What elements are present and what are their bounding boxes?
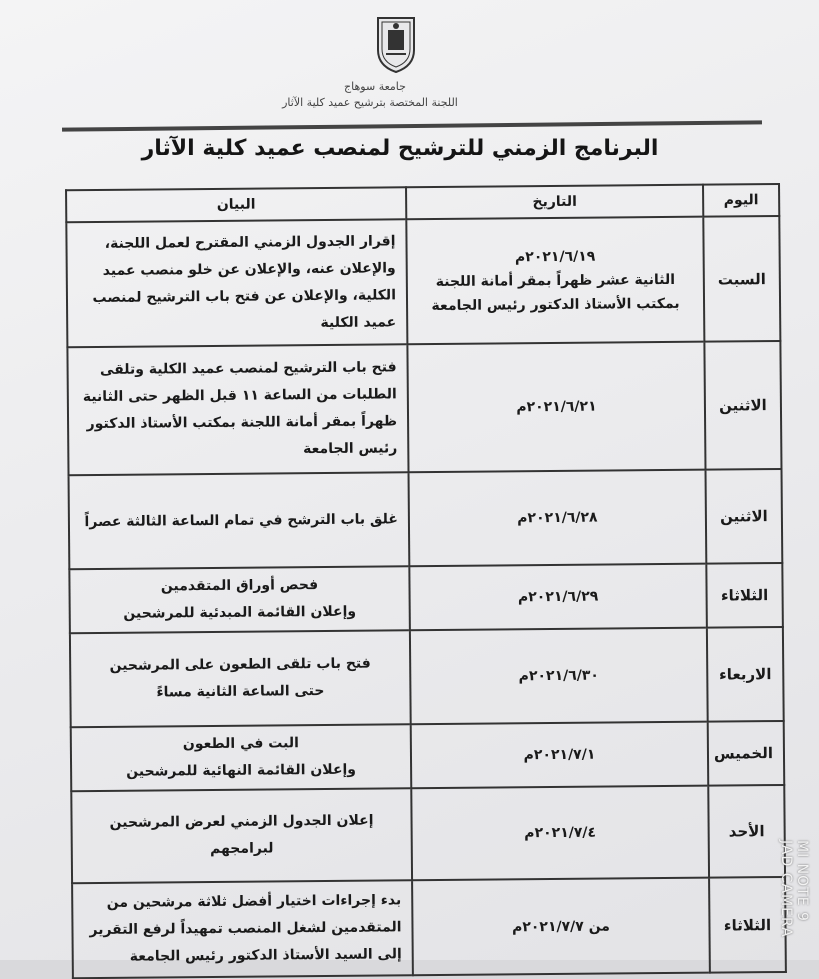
day-cell: السبت xyxy=(703,216,780,342)
watermark-line-1: MI NOTE 9 xyxy=(794,840,810,922)
date-cell: ٢٠٢١/٧/٤م xyxy=(411,786,709,881)
table-row xyxy=(70,627,784,727)
header-divider xyxy=(62,120,762,131)
header-date: التاريخ xyxy=(406,185,703,220)
header-day: اليوم xyxy=(703,184,779,217)
university-seal-icon xyxy=(372,14,420,74)
day-cell: الاربعاء xyxy=(707,627,784,722)
description-cell: إعلان الجدول الزمني لعرض المرشحين لبرامجهم xyxy=(71,788,412,883)
camera-watermark xyxy=(740,840,810,960)
date-cell: ٢٠٢١/٦/٢٩م xyxy=(409,564,707,631)
date-cell: من ٢٠٢١/٧/٧م xyxy=(412,878,710,976)
table-row xyxy=(71,785,785,883)
date-cell: ٢٠٢١/٦/٢٨م xyxy=(409,470,707,567)
day-cell: الثلاثاء xyxy=(706,563,783,628)
table-row xyxy=(72,877,786,978)
description-cell: غلق باب الترشح في تمام الساعة الثالثة عصراً xyxy=(69,472,410,569)
day-cell: الخميس xyxy=(708,721,785,786)
table-row xyxy=(69,469,783,569)
date-cell: ٢٠٢١/٧/١م xyxy=(411,722,709,789)
header-description: البيان xyxy=(66,187,406,222)
description-cell: فحص أوراق المتقدمين وإعلان القائمة المبدئية للمرشحين xyxy=(69,566,410,633)
description-cell: فتح باب تلقى الطعون على المرشحين حتى الساعة الثانية مساءً xyxy=(70,630,411,727)
description-cell: إقرار الجدول الزمني المقترح لعمل اللجنة، والإعلان عنه، والإعلان عن خلو منصب عميد الكلية، والإعلان عن فتح باب الترشيح لمنصب عميد الكلية xyxy=(66,219,407,347)
watermark-line-2: JAD CAMERA xyxy=(778,840,794,938)
description-cell: بدء إجراءات اختيار أفضل ثلاثة مرشحين من المتقدمين لشغل المنصب تمهيداً لرفع التقرير إلى السيد الأستاذ الدكتور رئيس الجامعة xyxy=(72,880,413,978)
table-row xyxy=(66,216,780,347)
page-title: البرنامج الزمني للترشيح لمنصب عميد كلية الآثار xyxy=(141,136,659,161)
table-row xyxy=(67,341,781,475)
description-cell: فتح باب الترشيح لمنصب عميد الكلية وتلقى الطلبات من الساعة ١١ قبل الظهر حتى الثانية ظهراً بمقر أمانة اللجنة بمكتب الأستاذ الدكتور رئيس الجامعة xyxy=(67,344,408,475)
table-row xyxy=(69,563,783,633)
date-cell: ٢٠٢١/٦/١٩م الثانية عشر ظهراً بمقر أمانة اللجنة بمكتب الأستاذ الدكتور رئيس الجامعة xyxy=(406,217,704,345)
day-cell: الأحد xyxy=(708,785,785,878)
date-cell: ٢٠٢١/٦/٢١م xyxy=(407,342,705,473)
committee-name: اللجنة المختصة بترشيح عميد كلية الآثار xyxy=(282,96,458,109)
day-cell: الاثنين xyxy=(704,341,781,470)
day-cell: الاثنين xyxy=(705,469,782,564)
table-row xyxy=(71,721,785,791)
university-name: جامعة سوهاج xyxy=(344,80,406,93)
schedule-table xyxy=(65,183,787,979)
description-cell: البت في الطعون وإعلان القائمة النهائية للمرشحين xyxy=(71,724,412,791)
day-cell: الثلاثاء xyxy=(709,877,786,973)
date-cell: ٢٠٢١/٦/٣٠م xyxy=(410,628,708,725)
